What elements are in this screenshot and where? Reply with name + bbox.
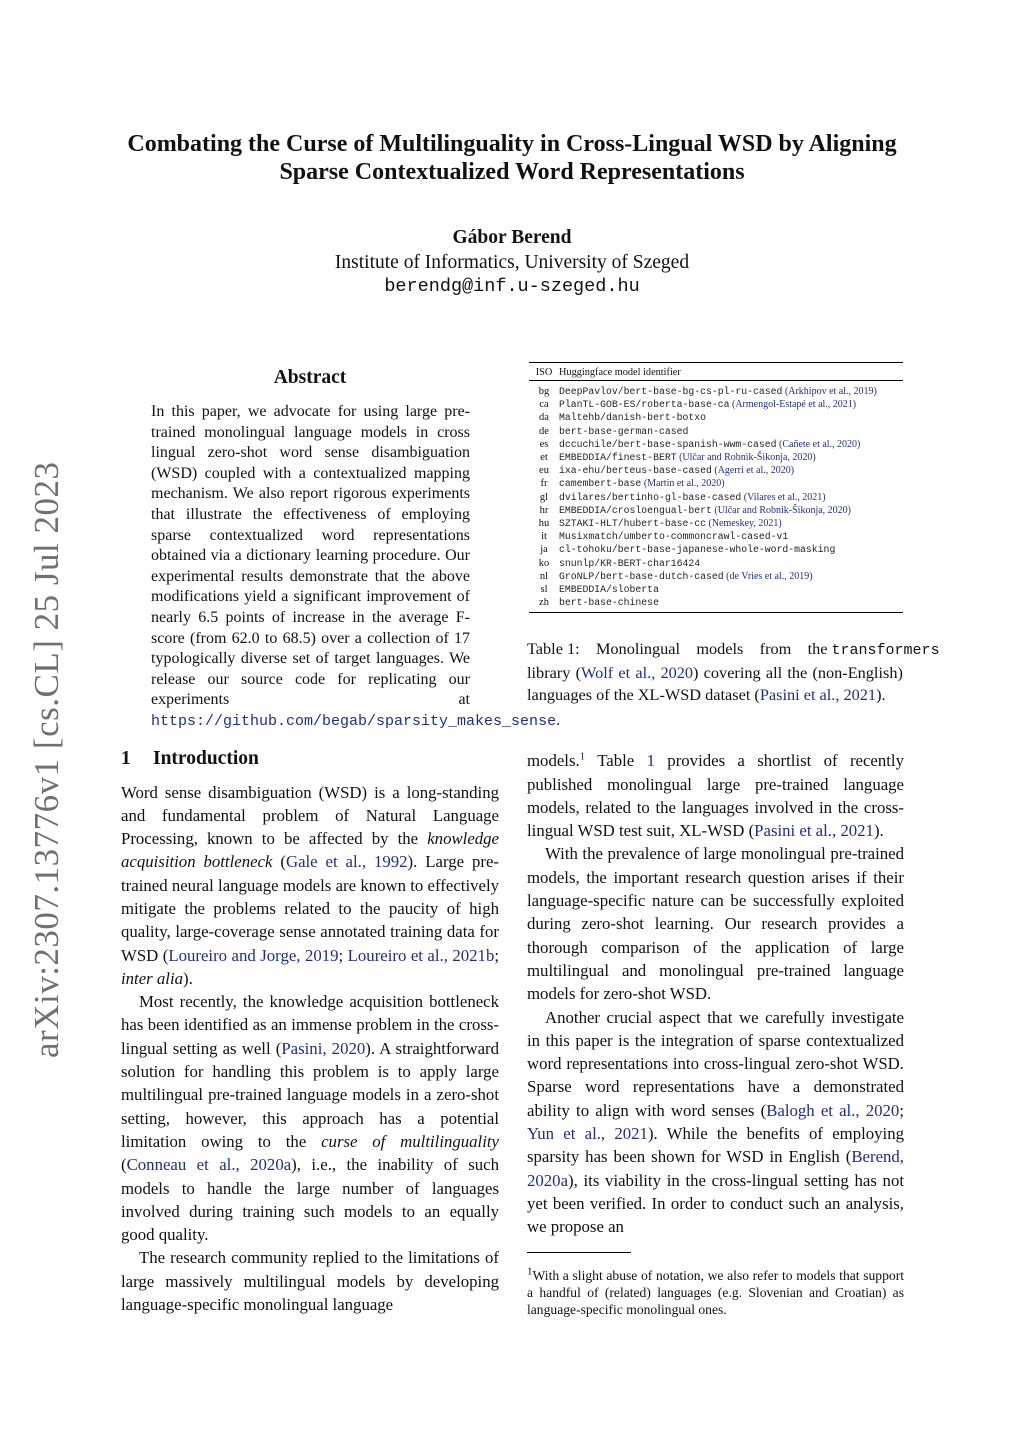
citation-link[interactable]: Loureiro and Jorge, 2019	[168, 945, 339, 965]
right-paragraph-1	[527, 749, 904, 842]
text-span: ), i.e., the inability of such models to handle the large number of languages involved during training such models to an equally good quality.	[121, 1155, 499, 1245]
table-cell-iso: eu	[539, 465, 549, 477]
model-identifier: bert-base-chinese	[559, 597, 659, 609]
table-cell-iso: et	[540, 452, 548, 464]
table-body	[529, 381, 903, 613]
citation-link[interactable]: Yun et al., 2021	[527, 1123, 648, 1143]
text-span: Another crucial aspect that we carefully investigate in this paper is the integration of sparse contextualized word representations into cross-lingual zero-shot WSD. Sparse word representations have a demonstrated ability to align with word senses (	[527, 1007, 904, 1120]
paper-title: Combating the Curse of Multilinguality in Cross-Lingual WSD by Aligning Sparse Contextualized Word Representations	[127, 131, 897, 185]
models-table	[529, 362, 903, 613]
citation-link[interactable]: (Armengol-Estapé et al., 2021)	[732, 399, 857, 411]
citation-link[interactable]: Loureiro et al., 2021b	[347, 945, 495, 965]
table-row	[529, 411, 903, 424]
text-span: Most recently, the knowledge acquisition bottleneck has been identified as an immense problem in the cross-lingual setting as well (	[121, 992, 499, 1058]
text-span: ). While the benefits of employing sparsity has been shown for WSD in English (	[527, 1123, 904, 1167]
model-identifier: ixa-ehu/berteus-base-cased	[559, 465, 712, 477]
table-cell-iso: ca	[539, 399, 549, 411]
model-identifier: cl-tohoku/bert-base-japanese-whole-word-masking	[559, 544, 836, 556]
emphasis: curse of multilinguality	[321, 1131, 499, 1151]
citation-link[interactable]: Conneau et al., 2020a	[126, 1155, 292, 1175]
table-cell-model	[559, 596, 903, 613]
citation-link[interactable]: (Martin et al., 2020)	[643, 478, 725, 490]
table-cell-iso: fr	[540, 478, 548, 490]
right-paragraph-3	[527, 1006, 904, 1239]
model-identifier: PlanTL-GOB-ES/roberta-base-ca	[559, 399, 730, 411]
table-cell-model	[559, 557, 903, 570]
intro-paragraph-1	[121, 781, 499, 991]
text-span: Table	[585, 751, 647, 771]
section-heading-introduction	[121, 747, 499, 771]
author-name: Gábor Berend	[452, 227, 572, 248]
text-span: (	[272, 852, 286, 872]
citation-link[interactable]: (Ulčar and Robnik-Šikonja, 2020)	[679, 452, 816, 464]
table-row	[529, 425, 903, 438]
table-row	[529, 504, 903, 517]
table-cell-iso: ja	[540, 544, 548, 556]
citation-link[interactable]: (Arkhipov et al., 2019)	[784, 386, 877, 397]
text-span: ).	[183, 968, 193, 988]
table-cell-iso: sl	[540, 584, 548, 596]
author-affiliation: Institute of Informatics, University of Szeged	[334, 252, 690, 273]
table-row	[529, 491, 903, 504]
abstract-text: In this paper, we advocate for using large pre-trained monolingual language models in cross lingual zero-shot word sense disambiguation (WSD) coupled with a contextualized mapping mechanism. We also report rigorous experiments that illustrate the effectiveness of employing sparse contextualized word representations obtained via a dictionary learning procedure. Our experimental results demonstrate that the above modifications yield a significant improvement of nearly 6.5 points of increase in the average F-score (from 62.0 to 68.5) over a collection of 17 typologically diverse set of target languages. We release our source code for replicating our experiments at	[151, 403, 470, 709]
arxiv-stamp: arXiv:2307.13776v1 [cs.CL] 25 Jul 2023	[27, 461, 66, 1058]
table-row	[529, 517, 903, 530]
text-span: ;	[494, 945, 500, 965]
citation-link[interactable]: Wolf et al., 2020	[581, 663, 694, 683]
abstract-end: .	[556, 711, 561, 729]
model-identifier: dvilares/bertinho-gl-base-cased	[559, 491, 742, 503]
table-cell-iso: ko	[538, 557, 550, 569]
table-row	[529, 530, 903, 543]
section-title: Introduction	[153, 747, 259, 769]
model-identifier: GroNLP/bert-base-dutch-cased	[559, 570, 724, 582]
right-column	[527, 362, 940, 1332]
table-cell-model	[559, 438, 903, 451]
table-ref-link[interactable]: 1	[646, 751, 655, 771]
text-span: ).	[876, 684, 886, 704]
table-cell-model	[559, 477, 903, 490]
table-cell-model	[559, 381, 903, 399]
table-row	[529, 451, 903, 464]
intro-paragraph-3: The research community replied to the limitations of large massively multilingual models by developing language-specific monolingual language	[121, 1248, 499, 1315]
model-identifier: EMBEDDIA/sloberta	[559, 584, 659, 596]
table-row	[529, 398, 903, 411]
source-code-link[interactable]: https://github.com/begab/sparsity_makes_sense	[151, 712, 557, 730]
model-identifier: Maltehb/danish-bert-botxo	[559, 412, 706, 424]
text-span: (	[121, 1155, 127, 1175]
table-cell-model	[559, 543, 903, 556]
text-span: Table 1: Monolingual models from the	[527, 639, 832, 659]
table-cell-iso: hu	[538, 518, 550, 530]
section-number: 1	[121, 747, 131, 769]
text-span: ) covering all the (non-English) languages of the XL-WSD dataset (	[527, 663, 903, 704]
author-block	[200, 226, 824, 299]
table-cell-iso: gl	[539, 491, 549, 503]
table-row	[529, 438, 903, 451]
text-span: ), its viability in the cross-lingual setting has not yet been verified. In order to conduct such an analysis, we propose an	[527, 1170, 904, 1237]
citation-link[interactable]: (Vilares et al., 2021)	[743, 491, 826, 503]
model-identifier: DeepPavlov/bert-base-bg-cs-pl-ru-cased	[559, 386, 783, 397]
text-span: ). A straightforward solution for handling this problem is to apply large multilingual pre-trained language models in a zero-shot setting, however, this approach has a potential limitation owing to the	[121, 1038, 500, 1151]
model-identifier: EMBEDDIA/crosloengual-bert	[559, 504, 712, 516]
table-cell-iso: es	[539, 438, 549, 450]
intro-paragraph-2	[121, 990, 499, 1246]
citation-link[interactable]: (Nemeskey, 2021)	[708, 518, 782, 530]
code-span: transformers	[831, 642, 940, 660]
table-cell-iso: nl	[539, 570, 549, 582]
model-identifier: bert-base-german-cased	[559, 425, 689, 437]
table-caption	[527, 638, 940, 705]
citation-link[interactable]: (Ulčar and Robnik-Šikonja, 2020)	[714, 504, 851, 516]
table-cell-model	[559, 530, 903, 543]
footnote-rule	[527, 1252, 631, 1253]
table-cell-iso: zh	[539, 597, 549, 609]
model-identifier: EMBEDDIA/finest-BERT	[559, 452, 677, 464]
right-paragraph-2: With the prevalence of large monolingual pre-trained models, the important research question arises if their language-specific nature can be successfully exploited during zero-shot learning. Our research provides a thorough comparison of the application of large multilingual and monolingual pre-trained language models for zero-shot WSD.	[527, 844, 904, 1004]
emphasis: inter alia	[121, 968, 183, 988]
abstract-heading: Abstract	[273, 367, 347, 388]
citation-link[interactable]: (de Vries et al., 2019)	[726, 570, 813, 582]
table-row	[529, 381, 903, 399]
author-email[interactable]: berendg@inf.u-szeged.hu	[384, 276, 640, 297]
citation-link[interactable]: Pasini et al., 2021	[759, 684, 877, 704]
table-cell-iso: da	[539, 412, 549, 424]
text-span: ;	[899, 1100, 904, 1120]
citation-link[interactable]: Berend, 2020a	[527, 1147, 904, 1190]
text-span: Word sense disambiguation (WSD) is a long-standing and fundamental problem of Natural Language Processing, known to be affected by the	[121, 782, 499, 849]
text-span: library (	[527, 663, 582, 683]
model-identifier: snunlp/KR-BERT-char16424	[559, 557, 701, 569]
table-header-row	[529, 363, 903, 381]
citation-link[interactable]: (Agerri et al., 2020)	[714, 465, 795, 477]
table-cell-iso: it	[541, 531, 547, 543]
table-cell-model	[559, 411, 903, 424]
table-cell-iso: hr	[539, 504, 549, 516]
table-row	[529, 596, 903, 613]
text-span: provides a shortlist of recently published monolingual large pre-trained language models, related to the languages involved in the cross-lingual WSD test suit, XL-WSD (	[527, 751, 904, 841]
model-identifier: Musixmatch/umberto-commoncrawl-cased-v1	[559, 531, 789, 543]
table-header-model: Huggingface model identifier	[559, 367, 681, 378]
table-cell-model	[559, 583, 903, 596]
text-span: ). Large pre-trained neural language models are known to effectively mitigate the problems related to the paucity of high quality, large-coverage sense annotated training data for WSD (	[121, 852, 499, 965]
citation-link[interactable]: Balogh et al., 2020	[766, 1100, 900, 1120]
table-cell-model	[559, 491, 903, 504]
table-cell-model	[559, 517, 903, 530]
citation-link[interactable]: Gale et al., 1992	[285, 852, 408, 872]
model-identifier: SZTAKI-HLT/hubert-base-cc	[559, 518, 706, 530]
citation-link[interactable]: Pasini, 2020	[281, 1038, 366, 1058]
text-span: ;	[338, 945, 348, 965]
table-row	[529, 557, 903, 570]
table-row	[529, 583, 903, 596]
model-identifier: camembert-base	[559, 478, 642, 490]
table-cell-iso: bg	[538, 386, 550, 397]
footnote-mark: 1	[527, 1265, 533, 1278]
table-header-iso: ISO	[535, 367, 553, 378]
footnote-ref[interactable]: 1	[579, 750, 586, 763]
text-span: ).	[873, 821, 884, 841]
table-row	[529, 477, 903, 490]
table-cell-model	[559, 451, 903, 464]
table-cell-model	[559, 570, 903, 583]
table-cell-model	[559, 504, 903, 517]
model-identifier: dccuchile/bert-base-spanish-wwm-cased	[559, 438, 777, 450]
footnote-text: With a slight abuse of notation, we also refer to models that support a handful of (related) languages (e.g. Slovenian and Croatian) as language-specific monolingual ones.	[527, 1268, 904, 1318]
emphasis: knowledge acquisition bottleneck	[121, 829, 499, 872]
table-row	[529, 464, 903, 477]
table-row	[529, 570, 903, 583]
table-row	[529, 543, 903, 556]
citation-link[interactable]: (Cañete et al., 2020)	[779, 438, 861, 450]
table-cell-model	[559, 425, 903, 438]
text-span: models.	[527, 751, 580, 771]
table-cell-model	[559, 398, 903, 411]
footnote	[527, 1267, 904, 1318]
table-cell-iso: de	[539, 425, 549, 437]
citation-link[interactable]: Pasini et al., 2021	[754, 821, 874, 841]
table-cell-model	[559, 464, 903, 477]
